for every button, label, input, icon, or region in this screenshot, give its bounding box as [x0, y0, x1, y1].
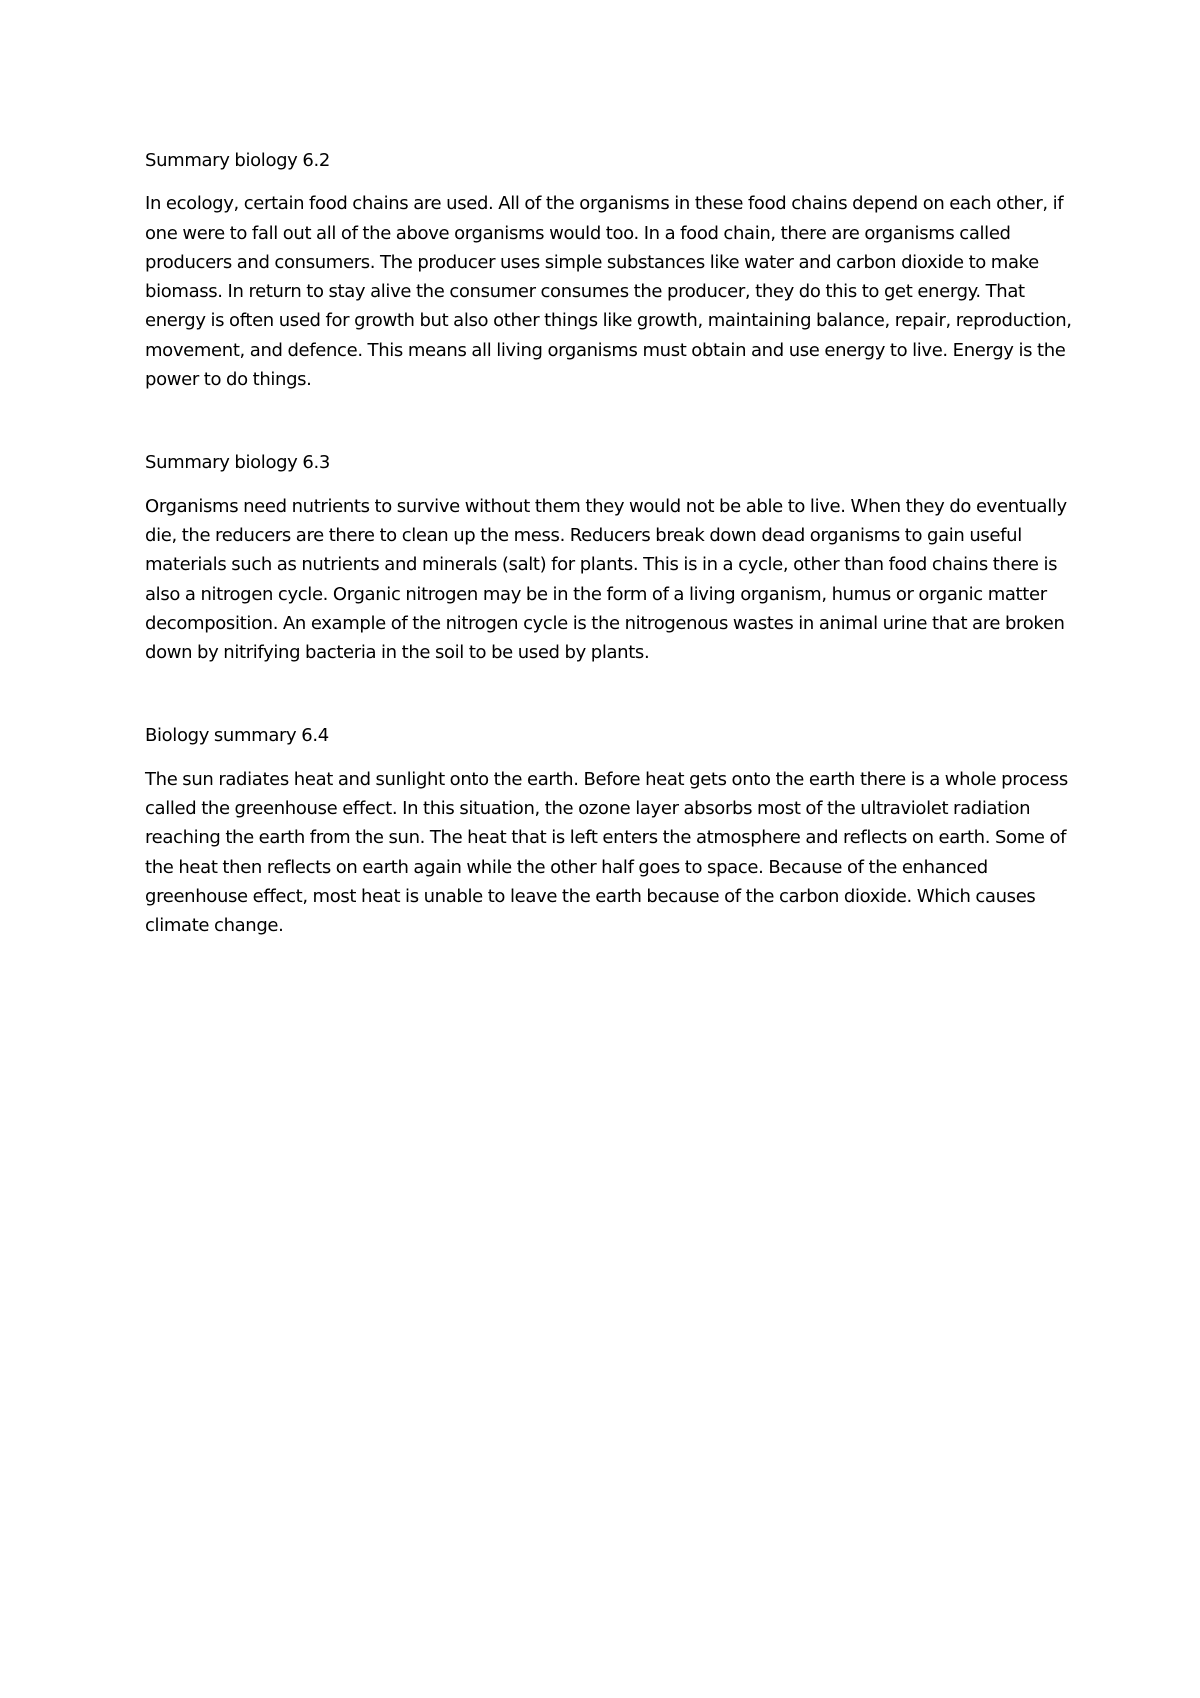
section-biology-6-2 [145, 146, 1075, 394]
document-content [145, 146, 1075, 995]
section-paragraph: In ecology, certain food chains are used. All of the organisms in these food chains depend on each other, if one were to fall out all of the above organisms would too. In a food chain, there are organisms called producers and consumers. The producer uses simple substances like water and carbon dioxide to make biomass. In return to stay alive the consumer consumes the producer, they do this to get energy. That energy is often used for growth but also other things like growth, maintaining balance, repair, reproduction, movement, and defence. This means all living organisms must obtain and use energy to live. Energy is the power to do things. [145, 193, 1072, 391]
section-paragraph: Organisms need nutrients to survive without them they would not be able to live. When they do eventually die, the reducers are there to clean up the mess. Reducers break down dead organisms to gain useful materials such as nutrients and minerals (salt) for plants. This is in a cycle, other than food chains there is also a nitrogen cycle. Organic nitrogen may be in the form of a living organism, humus or organic matter decomposition. An example of the nitrogen cycle is the nitrogenous wastes in animal urine that are broken down by nitrifying bacteria in the soil to be used by plants. [145, 495, 1067, 664]
section-biology-6-4 [145, 721, 1075, 940]
section-heading: Biology summary 6.4 [145, 725, 329, 747]
section-paragraph: The sun radiates heat and sunlight onto the earth. Before heat gets onto the earth there is a whole process called the greenhouse effect. In this situation, the ozone layer absorbs most of the ultraviolet radiation reaching the earth from the sun. The heat that is left enters the atmosphere and reflects on earth. Some of the heat then reflects on earth again while the other half goes to space. Because of the enhanced greenhouse effect, most heat is unable to leave the earth because of the carbon dioxide. Which causes climate change. [145, 768, 1068, 937]
section-biology-6-3 [145, 448, 1075, 667]
section-heading: Summary biology 6.3 [145, 452, 330, 474]
section-heading: Summary biology 6.2 [145, 150, 330, 171]
